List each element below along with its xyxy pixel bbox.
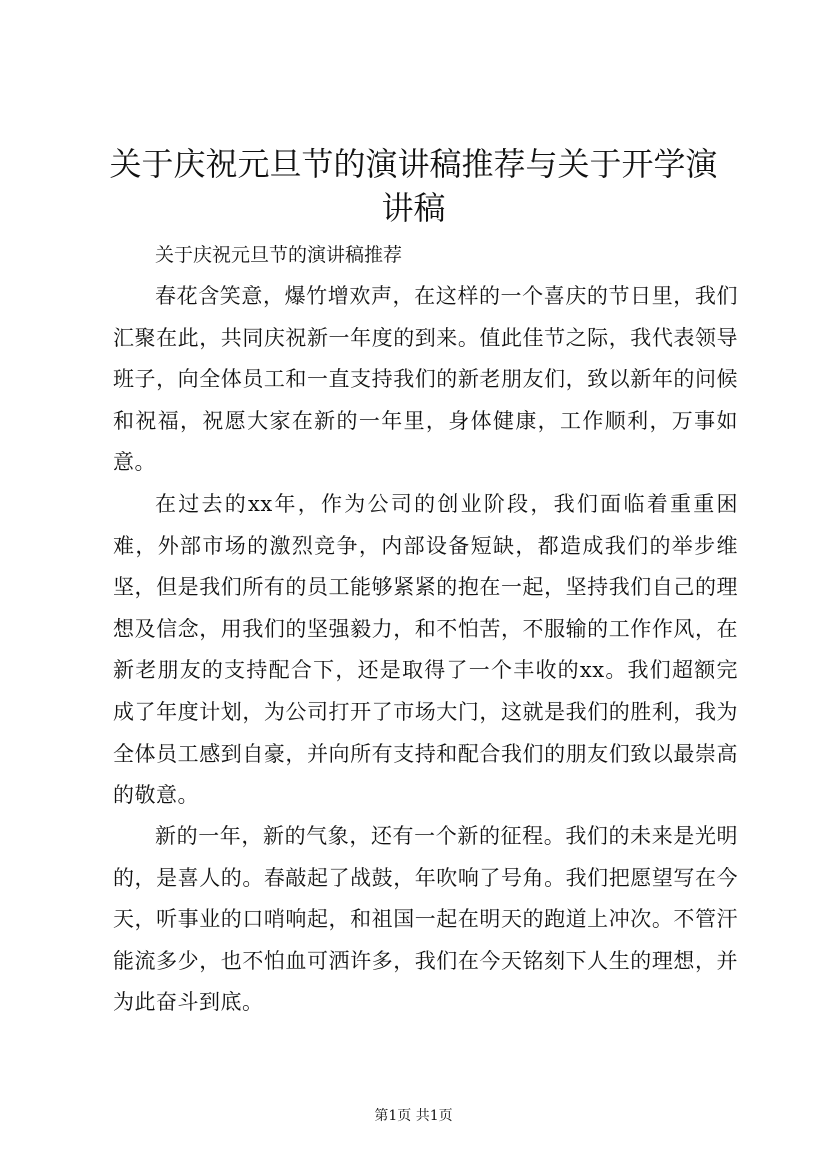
page-footer: 第1页 共1页	[374, 1108, 453, 1124]
document-subtitle: 关于庆祝元旦节的演讲稿推荐	[155, 244, 403, 266]
document-title: 关于庆祝元旦节的演讲稿推荐与关于开学演讲稿	[109, 145, 718, 227]
paragraph-2: 在过去的xx年，作为公司的创业阶段，我们面临着重重困难，外部市场的激烈竞争，内部设备短缺，都造成我们的举步维坚，但是我们所有的员工能够紧紧的抱在一起，坚持我们自己的理想及信念，用我们的坚强毅力，和不怕苦，不服输的工作作风，在新老朋友的支持配合下，还是取得了一个丰收的xx。我们超额完成了年度计划，为公司打开了市场大门，这就是我们的胜利，我为全体员工感到自豪，并向所有支持和配合我们的朋友们致以最崇高的敬意。	[113, 492, 738, 808]
paragraph-1: 春花含笑意，爆竹增欢声，在这样的一个喜庆的节日里，我们汇聚在此，共同庆祝新一年度的到来。值此佳节之际，我代表领导班子，向全体员工和一直支持我们的新老朋友们，致以新年的问候和祝福，祝愿大家在新的一年里，身体健康，工作顺利，万事如意。	[113, 284, 738, 475]
paragraph-3: 新的一年，新的气象，还有一个新的征程。我们的未来是光明的，是喜人的。春敲起了战鼓，年吹响了号角。我们把愿望写在今天，听事业的口哨响起，和祖国一起在明天的跑道上冲次。不管汗能流多少，也不怕血可洒许多，我们在今天铭刻下人生的理想，并为此奋斗到底。	[113, 824, 738, 1015]
